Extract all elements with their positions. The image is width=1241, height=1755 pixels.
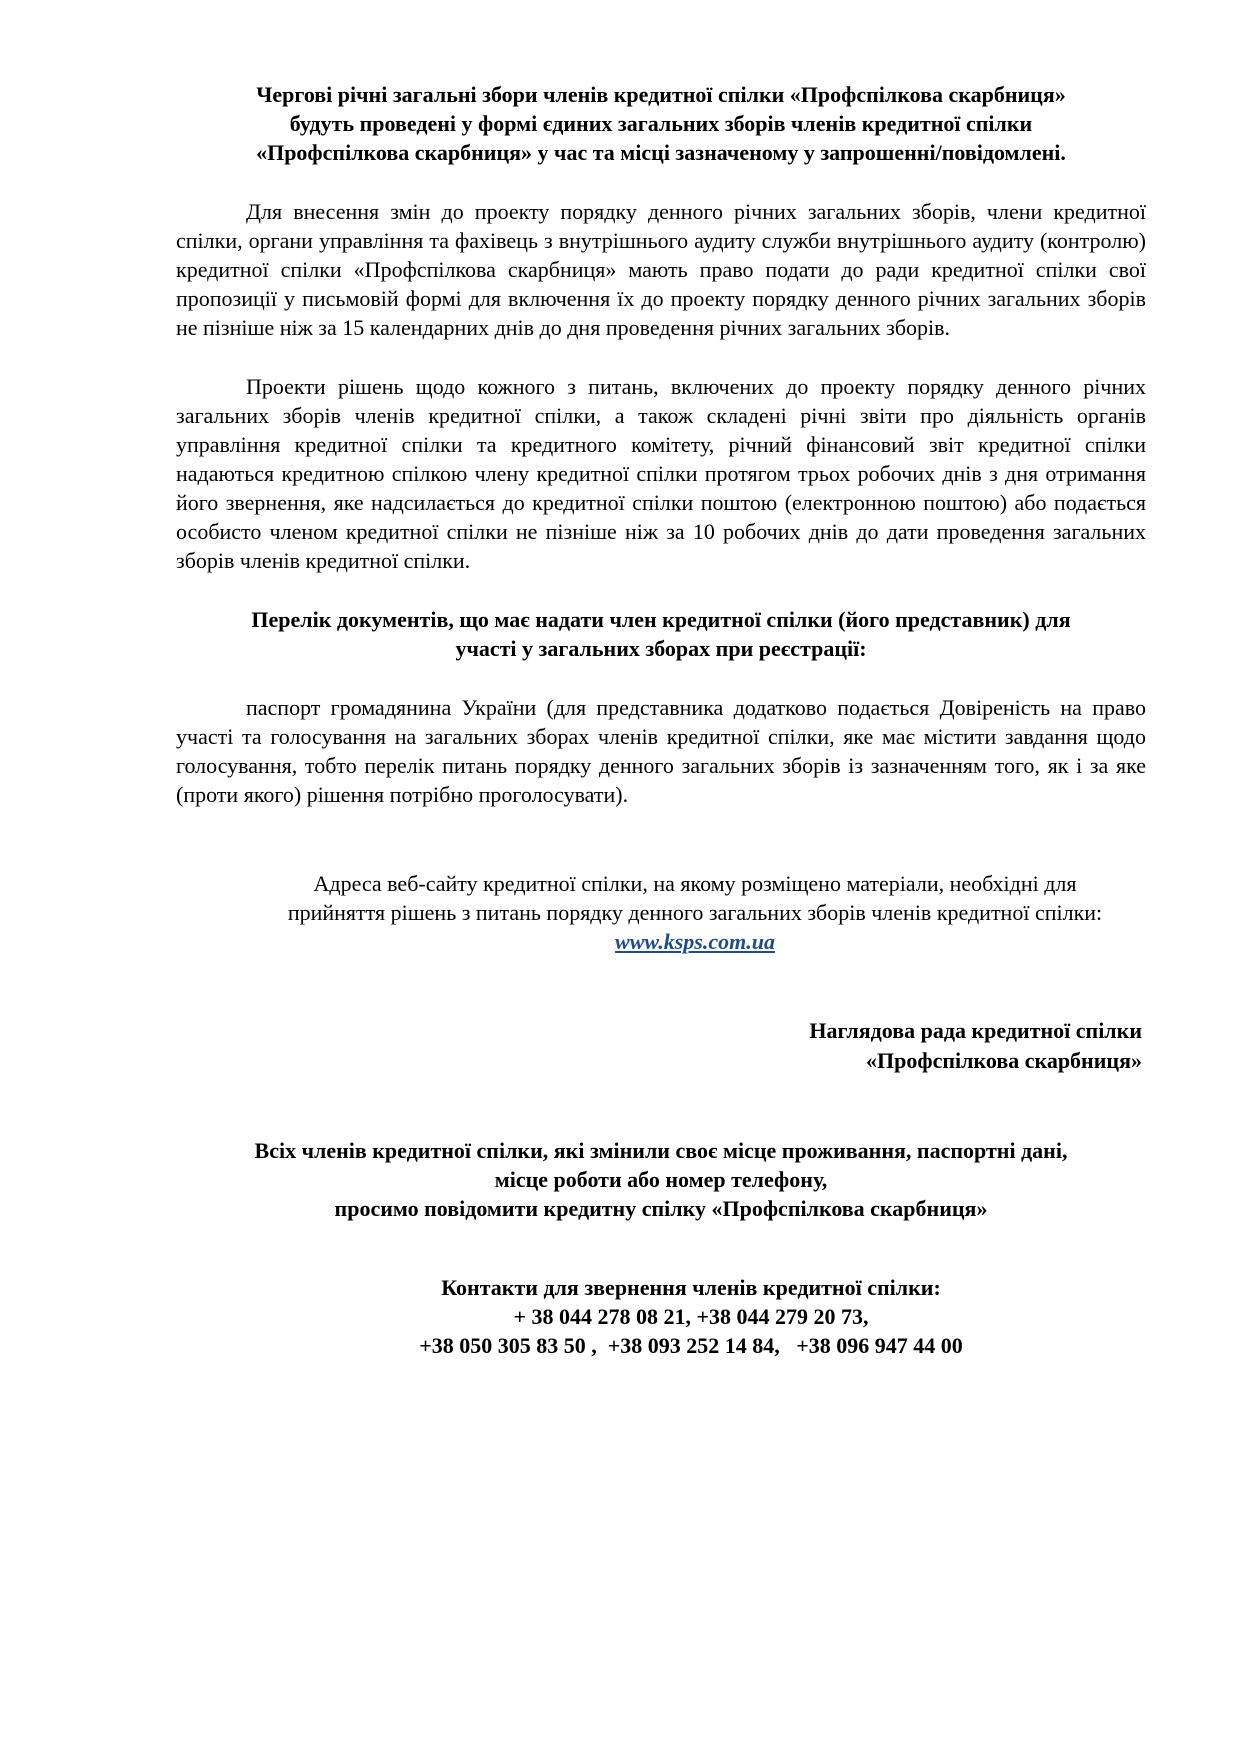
website-line-1: Адреса веб-сайту кредитної спілки, на якому розміщено матеріали, необхідні для xyxy=(313,871,1077,896)
website-link[interactable]: www.ksps.com.ua xyxy=(615,929,775,954)
spacer xyxy=(176,167,1146,197)
spacer xyxy=(176,663,1146,693)
spacer xyxy=(176,342,1146,372)
notice-line-2: місце роботи або номер телефону, xyxy=(494,1167,828,1192)
meeting-announcement-heading xyxy=(176,80,1146,167)
spacer xyxy=(176,1076,1146,1136)
documents-heading-line-1: Перелік документів, що має надати член кредитної спілки (його представник) для xyxy=(251,607,1071,632)
signature-block xyxy=(176,1016,1146,1076)
notice-line-1: Всіх членів кредитної спілки, які змінили своє місце проживання, паспортні дані, xyxy=(254,1138,1068,1163)
contacts-heading: Контакти для звернення членів кредитної спілки: xyxy=(441,1275,941,1300)
heading-line-3: «Профспілкова скарбниця» у час та місці зазначеному у запрошенні/повідомлені. xyxy=(256,140,1066,165)
spacer xyxy=(176,956,1146,1016)
signature-line-2: «Профспілкова скарбниця» xyxy=(866,1048,1142,1073)
spacer xyxy=(176,809,1146,869)
documents-paragraph: паспорт громадянина України (для представника додатково подається Довіреність на право участі та голосування на загальних зборах членів кредитної спілки, яке має містити завдання щодо голосування, тобто перелік питань порядку денного загальних зборів із зазначенням того, як і за яке (проти якого) рішення потрібно проголосувати). xyxy=(176,695,1146,807)
contacts-phones-line-1: + 38 044 278 08 21, +38 044 279 20 73, xyxy=(513,1304,869,1329)
contacts-block xyxy=(176,1273,1146,1360)
spacer xyxy=(176,1223,1146,1273)
document-page xyxy=(176,80,1146,1360)
draft-decisions-paragraph: Проекти рішень щодо кожного з питань, включених до проекту порядку денного річних загальних зборів членів кредитної спілки, а також складені річні звіти про діяльність органів управління кредитної спілки та кредитного комітету, річний фінансовий звіт кредитної спілки надаються кредитною спілкою члену кредитної спілки протягом трьох робочих днів з дня отримання його звернення, яке надсилається до кредитної спілки поштою (електронною поштою) або подається особисто членом кредитної спілки не пізніше ніж за 10 робочих днів до дати проведення загальних зборів членів кредитної спілки. xyxy=(176,374,1146,573)
website-block xyxy=(176,869,1146,956)
documents-heading-line-2: участі у загальних зборах при реєстрації: xyxy=(455,636,867,661)
website-line-2: прийняття рішень з питань порядку денного загальних зборів членів кредитної спілки: xyxy=(287,900,1103,925)
contacts-phones-line-2: +38 050 305 83 50 , +38 093 252 14 84, +38 096 947 44 00 xyxy=(419,1333,963,1358)
spacer xyxy=(176,575,1146,605)
website-link-row xyxy=(244,927,1146,956)
heading-line-2: будуть проведені у формі єдиних загальних зборів членів кредитної спілки xyxy=(289,111,1033,136)
notice-line-3: просимо повідомити кредитну спілку «Профспілкова скарбниця» xyxy=(334,1196,988,1221)
documents-list-heading xyxy=(176,605,1146,663)
agenda-changes-paragraph: Для внесення змін до проекту порядку денного річних загальних зборів, члени кредитної спілки, органи управління та фахівець з внутрішнього аудиту служби внутрішнього аудиту (контролю) кредитної спілки «Профспілкова скарбниця» мають право подати до ради кредитної спілки свої пропозиції у письмовій формі для включення їх до проекту порядку денного річних загальних зборів не пізніше ніж за 15 календарних днів до дня проведення річних загальних зборів. xyxy=(176,199,1146,340)
signature-line-1: Наглядова рада кредитної спілки xyxy=(809,1018,1142,1043)
update-details-notice xyxy=(176,1136,1146,1223)
heading-line-1: Чергові річні загальні збори членів кредитної спілки «Профспілкова скарбниця» xyxy=(256,82,1066,107)
